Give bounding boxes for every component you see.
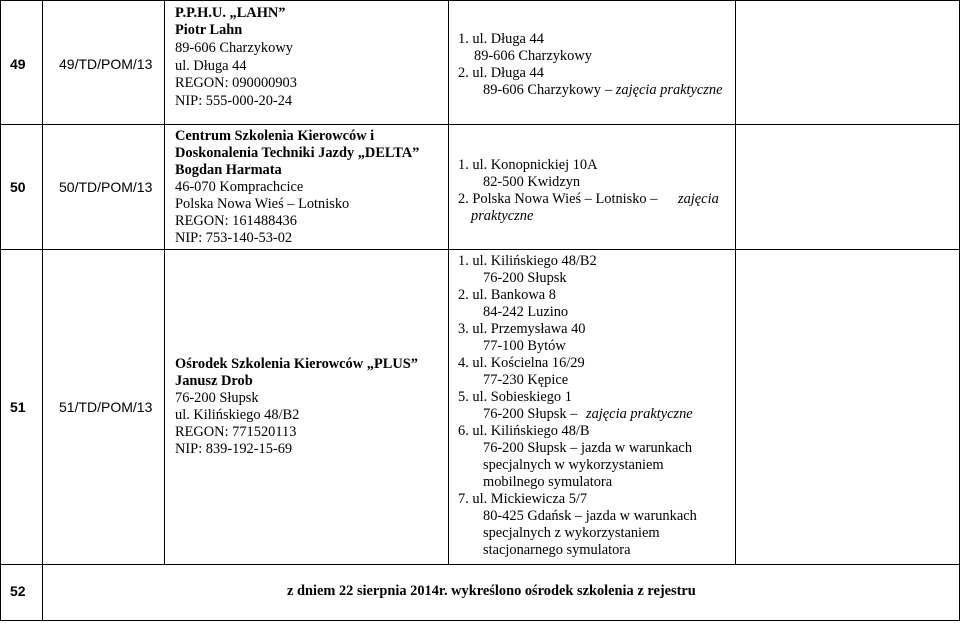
nip: NIP: 839-192-15-69	[175, 441, 293, 457]
location-line: 2. ul. Długa 44	[458, 65, 544, 81]
company-name: P.P.H.U. „LAHN”	[175, 5, 286, 21]
location-line: 3. ul. Przemysława 40	[458, 321, 586, 337]
owner-name: Piotr Lahn	[175, 22, 243, 38]
regon: REGON: 090000903	[175, 75, 297, 91]
regon: REGON: 161488436	[175, 213, 297, 229]
row-divider	[0, 249, 960, 250]
owner-name: Bogdan Harmata	[175, 162, 282, 178]
location-line: 6. ul. Kilińskiego 48/B	[458, 423, 590, 439]
street: ul. Kilińskiego 48/B2	[175, 407, 300, 423]
location-line: 1. ul. Długa 44	[458, 31, 544, 47]
row-divider	[0, 564, 960, 565]
location-line: 76-200 Słupsk –	[483, 406, 578, 422]
row-lp: 49	[10, 56, 26, 72]
company-name: Centrum Szkolenia Kierowców i	[175, 128, 375, 144]
street: ul. Długa 44	[175, 58, 247, 74]
location-line: specjalnych w wykorzystaniem	[483, 457, 664, 473]
row-entry-number: 50/TD/POM/13	[59, 179, 153, 195]
company-name: Doskonalenia Techniki Jazdy „DELTA”	[175, 145, 420, 161]
location-line: 89-606 Charzykowy	[483, 82, 601, 98]
regon: REGON: 771520113	[175, 424, 297, 440]
street: Polska Nowa Wieś – Lotnisko	[175, 196, 350, 212]
company-name: Ośrodek Szkolenia Kierowców „PLUS”	[175, 356, 418, 372]
location-line: 5. ul. Sobieskiego 1	[458, 389, 572, 405]
row-lp: 51	[10, 399, 26, 415]
location-line: specjalnych z wykorzystaniem	[483, 525, 660, 541]
location-line: 80-425 Gdańsk – jazda w warunkach	[483, 508, 697, 524]
location-note: zajęcia	[678, 191, 719, 207]
nip: NIP: 753-140-53-02	[175, 230, 293, 246]
col-divider	[164, 0, 165, 564]
postal-city: 89-606 Charzykowy	[175, 40, 293, 56]
col-divider	[735, 0, 736, 564]
postal-city: 46-070 Komprachcice	[175, 179, 304, 195]
col-divider	[448, 0, 449, 564]
col-divider	[42, 0, 43, 621]
location-line: stacjonarnego symulatora	[483, 542, 631, 558]
row-lp: 50	[10, 179, 26, 195]
location-line: 1. ul. Kilińskiego 48/B2	[458, 253, 597, 269]
location-line: 2. ul. Bankowa 8	[458, 287, 556, 303]
table-border-left	[0, 0, 1, 621]
table-border-bottom	[0, 620, 960, 621]
nip: NIP: 555-000-20-24	[175, 93, 293, 109]
location-note: praktyczne	[471, 208, 534, 224]
location-line: 84-242 Luzino	[483, 304, 569, 320]
row-lp: 52	[10, 583, 26, 599]
deletion-note: z dniem 22 sierpnia 2014r. wykreślono ośrodek szkolenia z rejestru	[287, 583, 696, 599]
row-divider	[0, 124, 960, 125]
table-border-top	[0, 0, 960, 1]
postal-city: 76-200 Słupsk	[175, 390, 259, 406]
row-entry-number: 51/TD/POM/13	[59, 399, 153, 415]
location-line: 1. ul. Konopnickiej 10A	[458, 157, 598, 173]
location-line: 2. Polska Nowa Wieś – Lotnisko –	[458, 191, 658, 207]
location-line: 77-100 Bytów	[483, 338, 566, 354]
owner-name: Janusz Drob	[175, 373, 253, 389]
location-line: 76-200 Słupsk	[483, 270, 567, 286]
location-line: 77-230 Kępice	[483, 372, 569, 388]
location-line: mobilnego symulatora	[483, 474, 613, 490]
location-line: 76-200 Słupsk – jazda w warunkach	[483, 440, 693, 456]
location-line: 89-606 Charzykowy	[474, 48, 592, 64]
location-note: zajęcia praktyczne	[586, 406, 693, 422]
location-note: – zajęcia praktyczne	[605, 82, 723, 98]
location-line: 4. ul. Kościelna 16/29	[458, 355, 585, 371]
row-entry-number: 49/TD/POM/13	[59, 56, 153, 72]
location-line: 7. ul. Mickiewicza 5/7	[458, 491, 588, 507]
location-line: 82-500 Kwidzyn	[483, 174, 581, 190]
